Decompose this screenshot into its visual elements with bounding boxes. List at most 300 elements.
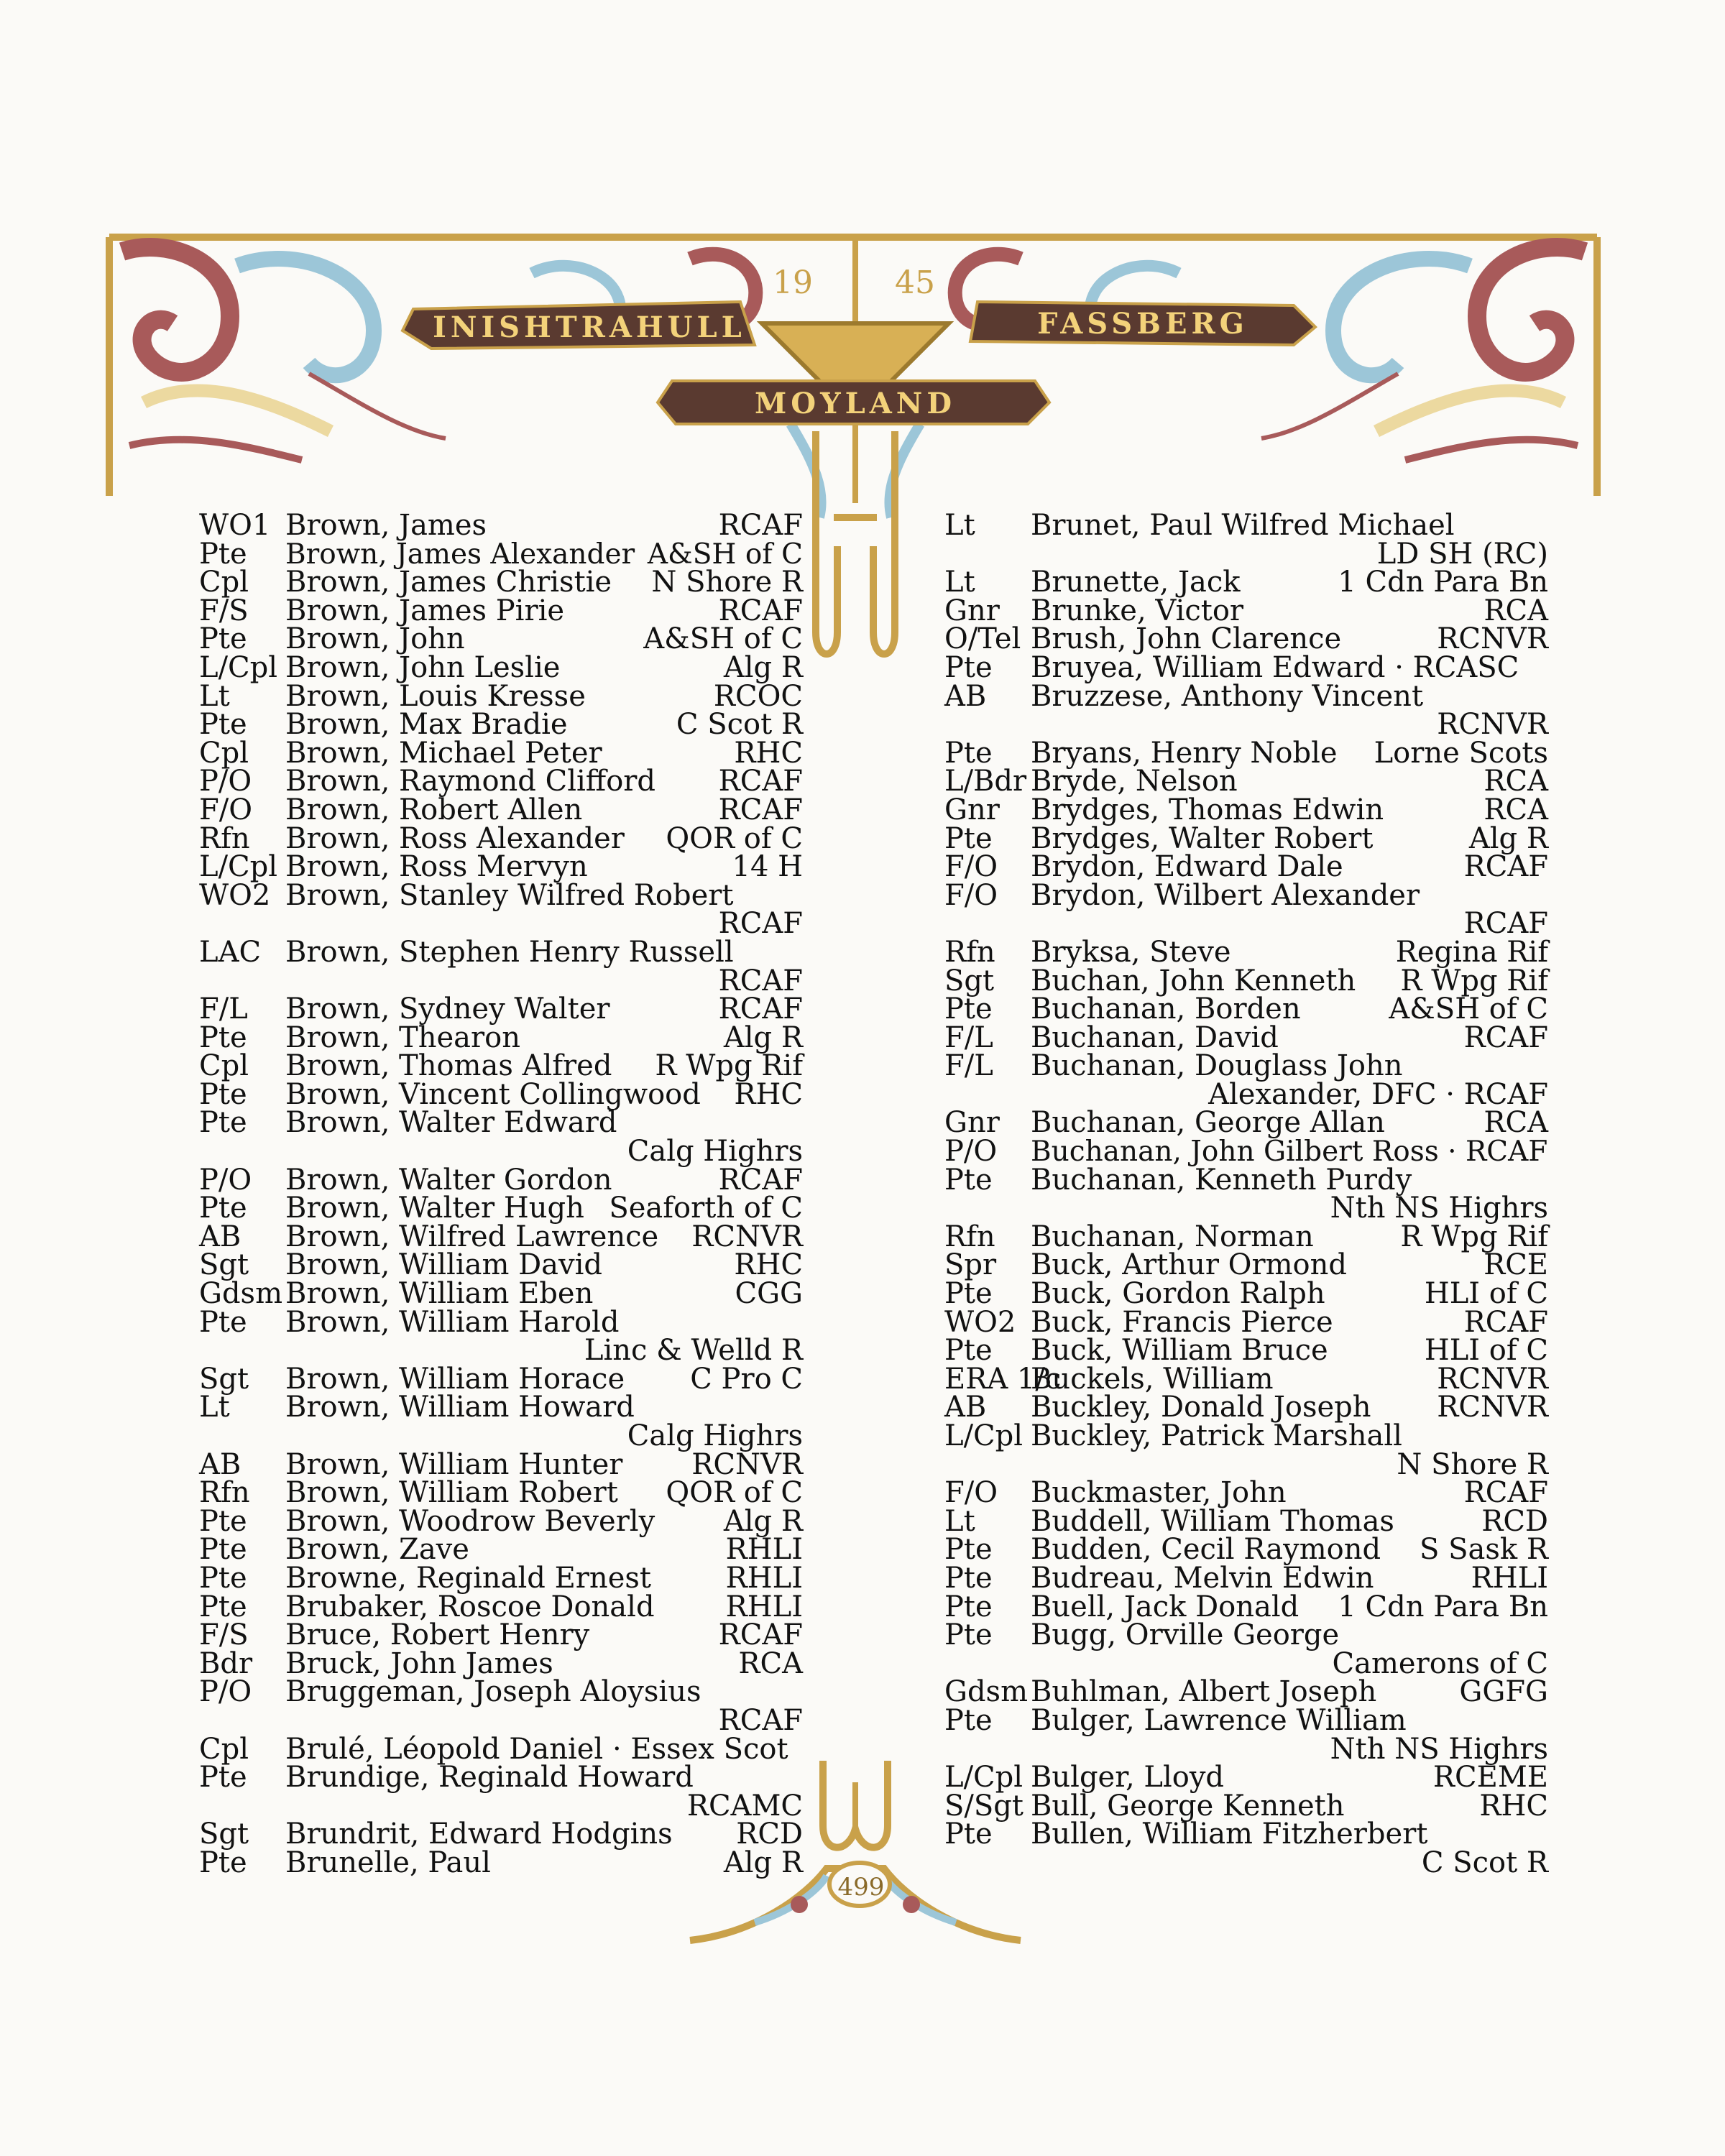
rank: Spr [944, 1248, 997, 1282]
name-entry [944, 1106, 1548, 1140]
entry-row [199, 1277, 803, 1311]
unit: RCA [738, 1646, 803, 1680]
name-entry [199, 1248, 803, 1282]
entry-row [944, 1220, 1548, 1253]
rank: Pte [199, 537, 247, 571]
name-entry [944, 1476, 1548, 1510]
soldier-name: Brown, Stephen Henry Russell [285, 935, 734, 969]
unit: RCA [1484, 765, 1548, 798]
name-entry [199, 537, 803, 571]
entry-row [944, 622, 1548, 656]
entry-row [199, 935, 803, 969]
entry-row [199, 736, 803, 770]
entry-row [944, 1334, 1548, 1368]
entry-row [944, 878, 1548, 912]
entry-row [944, 1106, 1548, 1140]
soldier-name: Brunet, Paul Wilfred Michael [1031, 509, 1455, 542]
unit: RCD [1481, 1504, 1548, 1538]
entry-row [199, 708, 803, 742]
name-entry [199, 878, 803, 941]
rank: Pte [944, 650, 993, 684]
soldier-name: Buck, Arthur Ormond [1031, 1248, 1347, 1282]
name-entry [944, 1504, 1548, 1538]
name-entry [944, 1618, 1548, 1680]
rank: Gnr [944, 594, 1000, 627]
soldier-name: Brown, Robert Allen [285, 793, 583, 826]
name-entry [944, 992, 1548, 1026]
entry-row [199, 1362, 803, 1396]
entry-row [199, 878, 803, 912]
soldier-name: Buck, Gordon Ralph [1031, 1277, 1325, 1311]
rank: AB [199, 1220, 242, 1253]
unit: Alexander, DFC · RCAF [1208, 1077, 1548, 1111]
unit: 1 Cdn Para Bn [1338, 1590, 1548, 1623]
unit: RCAF [718, 907, 803, 941]
unit: RCAF [1463, 1476, 1548, 1510]
rank: Pte [199, 708, 247, 742]
unit: Calg Highrs [627, 1135, 803, 1169]
rank: Gdsm [199, 1277, 283, 1311]
name-entry [944, 1393, 1548, 1422]
name-entry [199, 1106, 803, 1169]
unit: RHC [734, 1248, 803, 1282]
rank: F/S [199, 1618, 249, 1652]
rank: F/L [944, 1049, 993, 1083]
unit: HLI of C [1424, 1334, 1548, 1368]
name-entry [199, 1533, 803, 1567]
unit: RHLI [725, 1590, 803, 1623]
unit: Alg R [723, 650, 803, 684]
name-entry [944, 1533, 1548, 1567]
soldier-name: Brown, Louis Kresse [285, 679, 586, 713]
soldier-name: Brown, Woodrow Beverly [285, 1504, 656, 1538]
entry-row [199, 1248, 803, 1282]
soldier-name: Brunke, Victor [1031, 594, 1244, 627]
name-entry [199, 1077, 803, 1111]
entry-continuation-row [199, 1703, 803, 1737]
rank: Rfn [199, 1476, 250, 1510]
soldier-name: Bruce, Robert Henry [285, 1618, 590, 1652]
rank: Rfn [199, 821, 250, 855]
name-entry [944, 1334, 1548, 1368]
entry-continuation-row [199, 1135, 803, 1169]
name-entry [199, 1476, 803, 1510]
unit: RCNVR [691, 1447, 803, 1481]
entry-row [199, 1305, 803, 1339]
rank: Pte [944, 1618, 993, 1652]
entry-row [944, 1305, 1548, 1339]
entry-row [944, 1789, 1548, 1823]
rank: F/O [944, 850, 998, 884]
soldier-name: Brown, Max Bradie [285, 708, 568, 742]
name-entry [944, 793, 1548, 826]
entry-row [944, 568, 1548, 597]
name-entry [199, 1761, 803, 1823]
name-entry [199, 1393, 803, 1450]
entry-row [199, 1220, 803, 1253]
soldier-name: Buck, Francis Pierce [1031, 1305, 1333, 1339]
soldier-name: Brydon, Edward Dale [1031, 850, 1343, 884]
soldier-name: Brown, Walter Hugh [285, 1192, 584, 1225]
entry-continuation-row [944, 1077, 1548, 1111]
unit: RCD [736, 1818, 803, 1851]
unit: RCAF [718, 1163, 803, 1197]
soldier-name: Bugg, Orville George [1031, 1618, 1340, 1652]
name-entry [199, 509, 803, 542]
rank: AB [199, 1447, 242, 1481]
name-entry [944, 1220, 1548, 1253]
unit: Regina Rif [1395, 935, 1548, 969]
unit: 14 H [732, 850, 803, 884]
name-entry [944, 1049, 1548, 1111]
unit: Nth NS Highrs [1330, 1192, 1548, 1225]
unit: Seaforth of C [609, 1192, 803, 1225]
rank: L/Bdr [944, 765, 1027, 798]
rank: Pte [944, 1703, 993, 1737]
entry-row [944, 1675, 1548, 1709]
rank: F/L [199, 992, 248, 1026]
name-entry [944, 736, 1548, 770]
unit: Lorne Scots [1374, 736, 1548, 770]
unit: RCAF [718, 765, 803, 798]
soldier-name: Budreau, Melvin Edwin [1031, 1561, 1374, 1595]
rank: F/O [199, 793, 253, 826]
rank: Sgt [199, 1362, 249, 1396]
soldier-name: Brown, Vincent Collingwood [285, 1077, 701, 1111]
entry-row [944, 1135, 1548, 1169]
unit: Nth NS Highrs [1330, 1732, 1548, 1766]
name-entry [944, 1021, 1548, 1054]
entry-row [944, 793, 1548, 826]
unit: RCNVR [1437, 1362, 1548, 1396]
rank: Pte [944, 1561, 993, 1595]
rank: Pte [944, 1277, 993, 1311]
entry-continuation-row [944, 708, 1548, 742]
rank: Pte [944, 1163, 993, 1197]
entry-row [944, 1820, 1548, 1849]
rank: Pte [944, 1334, 993, 1368]
unit: S Sask R [1420, 1533, 1548, 1567]
name-entry [944, 765, 1548, 798]
soldier-name: Buckmaster, John [1031, 1476, 1287, 1510]
rank: S/Sgt [944, 1789, 1024, 1823]
soldier-name: Bulger, Lloyd [1031, 1761, 1225, 1795]
soldier-name: Bryde, Nelson [1031, 765, 1238, 798]
soldier-name: Buchanan, David [1031, 1021, 1279, 1054]
name-entry [944, 1675, 1548, 1709]
name-entry [944, 594, 1548, 627]
rank: Lt [199, 679, 230, 713]
entry-continuation-row [199, 964, 803, 998]
soldier-name: Brown, James Pirie [285, 594, 565, 627]
entry-row [199, 1163, 803, 1197]
unit: RHLI [725, 1561, 803, 1595]
unit: RHC [1479, 1789, 1548, 1823]
name-entry [199, 1618, 803, 1652]
name-entry [199, 1675, 803, 1737]
soldier-name: Bulger, Lawrence William [1031, 1703, 1407, 1737]
name-entry [944, 1305, 1548, 1339]
name-entry [199, 1049, 803, 1083]
name-entry [199, 1820, 803, 1849]
soldier-name: Buell, Jack Donald [1031, 1590, 1300, 1623]
entry-row [199, 1049, 803, 1083]
name-entry [944, 650, 1548, 684]
rank: P/O [944, 1135, 998, 1169]
name-entry [199, 736, 803, 770]
rank: Gdsm [944, 1675, 1029, 1709]
soldier-name: Brown, Ross Alexander [285, 821, 625, 855]
name-entry [199, 821, 803, 855]
soldier-name: Bruzzese, Anthony Vincent [1031, 679, 1424, 713]
entry-row [199, 1732, 803, 1766]
rank: Pte [944, 736, 993, 770]
rank: Pte [199, 1021, 247, 1054]
entry-row [944, 650, 1548, 684]
name-entry [944, 878, 1548, 941]
entry-row [944, 509, 1548, 542]
unit: Alg R [723, 1021, 803, 1054]
entry-row [944, 850, 1548, 884]
rank: Pte [199, 1761, 247, 1795]
unit: RCAF [718, 793, 803, 826]
rank: Pte [944, 1590, 993, 1623]
rank: Pte [199, 1504, 247, 1538]
entry-row [199, 1077, 803, 1111]
entry-continuation-row [199, 1789, 803, 1823]
rank: Pte [199, 622, 247, 656]
entry-row [199, 1447, 803, 1481]
unit: RCAF [718, 594, 803, 627]
name-entry [944, 1761, 1548, 1795]
rank: Cpl [199, 736, 249, 770]
soldier-name: Brown, James [285, 509, 487, 542]
entry-row [944, 1703, 1548, 1737]
name-entry [199, 1220, 803, 1253]
soldier-name: Brown, James Christie [285, 566, 612, 599]
name-entry [199, 594, 803, 627]
name-entry [199, 1194, 803, 1223]
entry-row [944, 1362, 1548, 1396]
soldier-name: Buhlman, Albert Joseph [1031, 1675, 1377, 1709]
rank: AB [944, 1391, 987, 1424]
unit: RHLI [725, 1533, 803, 1567]
rank: Pte [199, 1846, 247, 1879]
entry-row [199, 850, 803, 884]
soldier-name: Brubaker, Roscoe Donald [285, 1590, 655, 1623]
soldier-name: Buddell, William Thomas [1031, 1504, 1394, 1538]
name-entry [199, 1590, 803, 1623]
unit: RHC [734, 1077, 803, 1111]
entry-row [199, 622, 803, 656]
entry-row [199, 537, 803, 571]
rank: L/Cpl [944, 1419, 1024, 1452]
rank: F/O [944, 878, 998, 912]
entry-row [944, 1504, 1548, 1538]
soldier-name: Buckley, Patrick Marshall [1031, 1419, 1402, 1452]
soldier-name: Brown, Walter Gordon [285, 1163, 612, 1197]
soldier-name: Brown, Thomas Alfred [285, 1049, 612, 1083]
name-entry [199, 1504, 803, 1538]
unit: QOR of C [666, 1476, 803, 1510]
name-entry [944, 1590, 1548, 1623]
soldier-name: Brulé, Léopold Daniel · Essex Scot [285, 1732, 788, 1766]
rank: WO2 [199, 878, 271, 912]
name-entry [944, 1277, 1548, 1311]
soldier-name: Brydon, Wilbert Alexander [1031, 878, 1420, 912]
rank: Pte [944, 821, 993, 855]
entry-row [199, 1646, 803, 1680]
entry-row [199, 1820, 803, 1849]
banner-fassberg: FASSBERG [1037, 307, 1248, 341]
right-scroll-ornament [1261, 247, 1585, 460]
unit: C Scot R [676, 708, 803, 742]
name-entry [199, 1305, 803, 1368]
rank: Pte [944, 992, 993, 1026]
rank: WO1 [199, 509, 271, 542]
entry-row [944, 1248, 1548, 1282]
soldier-name: Brown, Stanley Wilfred Robert [285, 878, 734, 912]
rank: F/S [199, 594, 249, 627]
entry-row [199, 1618, 803, 1652]
rank: Pte [199, 1192, 247, 1225]
entry-row [199, 1533, 803, 1567]
soldier-name: Buchanan, Borden [1031, 992, 1301, 1026]
entry-row [944, 1618, 1548, 1652]
entry-row [944, 1590, 1548, 1623]
soldier-name: Brydges, Walter Robert [1031, 821, 1374, 855]
unit: C Pro C [690, 1362, 803, 1396]
soldier-name: Browne, Reginald Ernest [285, 1561, 651, 1595]
name-entry [199, 935, 803, 998]
unit: C Scot R [1421, 1846, 1548, 1879]
rank: L/Cpl [944, 1761, 1024, 1795]
unit: R Wpg Rif [1400, 1220, 1548, 1253]
entry-row [199, 594, 803, 627]
entry-row [199, 1393, 803, 1422]
soldier-name: Bryans, Henry Noble [1031, 736, 1338, 770]
rank: Cpl [199, 566, 249, 599]
soldier-name: Budden, Cecil Raymond [1031, 1533, 1381, 1567]
unit: RCAF [1463, 1021, 1548, 1054]
entry-row [944, 594, 1548, 627]
soldier-name: Brundrit, Edward Hodgins [285, 1818, 673, 1851]
name-entry [199, 1646, 803, 1680]
name-entry [944, 1163, 1548, 1225]
name-entry [944, 1419, 1548, 1481]
unit: RCNVR [1437, 708, 1548, 742]
soldier-name: Brunelle, Paul [285, 1846, 491, 1879]
entry-continuation-row [199, 1334, 803, 1368]
name-entry [944, 935, 1548, 969]
entry-row [944, 1021, 1548, 1054]
unit: RCAF [1463, 850, 1548, 884]
soldier-name: Brown, Walter Edward [285, 1106, 617, 1140]
right-name-column [944, 509, 1548, 1879]
name-entry [199, 1021, 803, 1054]
name-entry [199, 1163, 803, 1197]
unit: RCAF [718, 964, 803, 998]
rank: Sgt [199, 1818, 249, 1851]
name-entry [199, 1447, 803, 1481]
unit: RCAF [1463, 1305, 1548, 1339]
unit: RHLI [1471, 1561, 1548, 1595]
rank: WO2 [944, 1305, 1016, 1339]
soldier-name: Buck, William Bruce [1031, 1334, 1328, 1368]
name-entry [199, 568, 803, 597]
entry-continuation-row [199, 907, 803, 941]
entry-row [199, 821, 803, 855]
unit: Alg R [1468, 821, 1548, 855]
soldier-name: Bullen, William Fitzherbert [1031, 1818, 1428, 1851]
soldier-name: Brown, Wilfred Lawrence [285, 1220, 659, 1253]
unit: LD SH (RC) [1376, 537, 1548, 571]
rank: Gnr [944, 793, 1000, 826]
soldier-name: Bruck, John James [285, 1646, 553, 1680]
entry-row [199, 1675, 803, 1709]
entry-row [944, 1561, 1548, 1595]
unit: Alg R [723, 1504, 803, 1538]
unit: Linc & Welld R [584, 1334, 803, 1368]
unit: RHC [734, 736, 803, 770]
soldier-name: Brydges, Thomas Edwin [1031, 793, 1384, 826]
soldier-name: Brown, William Hunter [285, 1447, 623, 1481]
unit: RCAF [718, 1703, 803, 1737]
rank: P/O [199, 765, 252, 798]
rank: L/Cpl [199, 650, 278, 684]
soldier-name: Brown, John Leslie [285, 650, 561, 684]
rank: Pte [944, 1533, 993, 1567]
entry-row [199, 650, 803, 684]
entry-row [944, 1277, 1548, 1311]
soldier-name: Buchanan, John Gilbert Ross · RCAF [1031, 1135, 1548, 1169]
entry-row [944, 1419, 1548, 1452]
unit: A&SH of C [647, 538, 803, 571]
name-entry [944, 1362, 1548, 1396]
rank: L/Cpl [199, 850, 278, 884]
entry-row [199, 1846, 803, 1879]
rank: Lt [944, 566, 975, 599]
year-left: 19 [773, 264, 813, 301]
unit: A&SH of C [1389, 992, 1548, 1026]
soldier-name: Brown, William Harold [285, 1305, 620, 1339]
entry-continuation-row [944, 1447, 1548, 1481]
unit: RCAMC [686, 1789, 803, 1823]
soldier-name: Brown, James Alexander [285, 538, 635, 571]
name-entry [944, 1820, 1548, 1877]
rank: Pte [199, 1106, 247, 1140]
name-entry [199, 1277, 803, 1311]
rank: Cpl [199, 1732, 249, 1766]
name-entry [199, 850, 803, 884]
rank: LAC [199, 935, 262, 969]
name-entry [199, 708, 803, 742]
unit: N Shore R [1397, 1447, 1548, 1481]
entry-row [199, 1106, 803, 1140]
unit: RCOC [713, 679, 803, 713]
rank: F/L [944, 1021, 993, 1054]
name-entry [944, 1248, 1548, 1282]
soldier-name: Brown, Ross Mervyn [285, 850, 588, 884]
entry-row [944, 1393, 1548, 1422]
soldier-name: Brown, John [285, 622, 465, 656]
unit: RCAF [718, 992, 803, 1026]
rank: Lt [944, 509, 975, 542]
rank: Lt [944, 1504, 975, 1538]
unit: N Shore R [651, 566, 803, 599]
unit: RCA [1484, 1106, 1548, 1140]
rank: Sgt [944, 964, 995, 998]
